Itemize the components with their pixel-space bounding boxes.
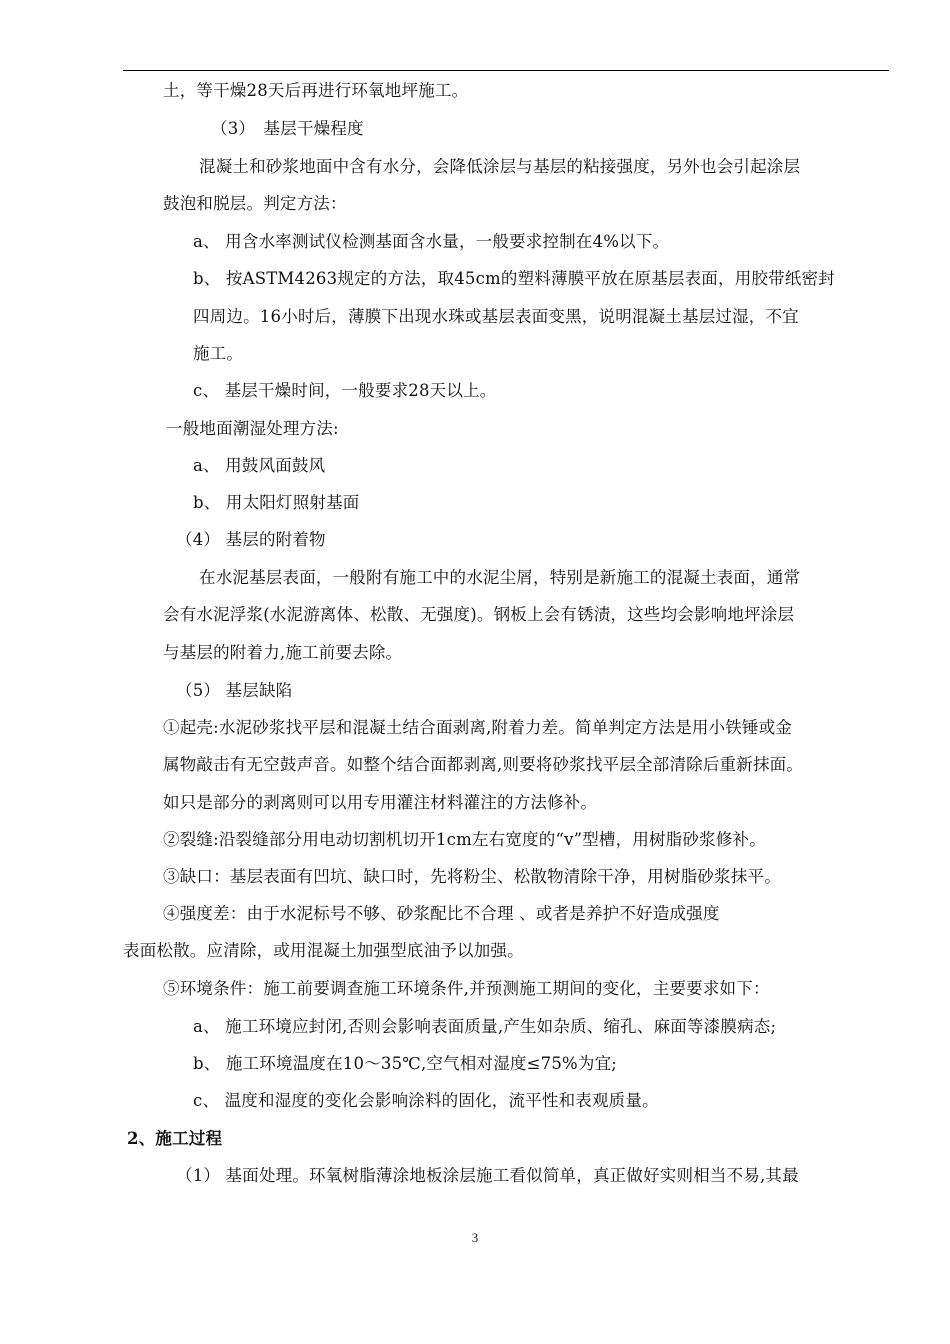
text-line: 施工。 [193,344,244,363]
list-item: a、 施工环境应封闭,否则会影响表面质量,产生如杂质、缩孔、麻面等漆膜病态; [193,1017,777,1036]
text-line: 四周边。16小时后，薄膜下出现水珠或基层表面变黑，说明混凝土基层过湿，不宜 [193,307,799,326]
list-item: c、 温度和湿度的变化会影响涂料的固化，流平性和表观质量。 [193,1091,659,1110]
text-line: （1） 基面处理。环氧树脂薄涂地板涂层施工看似简单，真正做好实则相当不易,其最 [176,1166,799,1185]
text-line: 与基层的附着力,施工前要去除。 [163,643,403,662]
text-line: ②裂缝:沿裂缝部分用电动切割机切开1cm左右宽度的“v”型槽，用树脂砂浆修补。 [163,830,766,849]
text-line: 在水泥基层表面，一般附有施工中的水泥尘屑，特别是新施工的混凝土表面，通常 [199,568,801,587]
text-line: ③缺口：基层表面有凹坑、缺口时，先将粉尘、松散物清除干净，用树脂砂浆抹平。 [163,867,781,886]
text-line: 土，等干燥28天后再进行环氧地坪施工。 [163,81,469,100]
text-line: 属物敲击有无空鼓声音。如整个结合面都剥离,则要将砂浆找平层全部清除后重新抹面。 [163,755,804,774]
text-line: ⑤环境条件：施工前要调查施工环境条件,并预测施工期间的变化，主要要求如下： [163,979,770,998]
text-line: 一般地面潮湿处理方法: [166,419,339,438]
page-number: 3 [471,1230,479,1245]
list-item: b、 用太阳灯照射基面 [193,493,360,512]
header-rule [123,70,889,71]
text-line: ①起壳:水泥砂浆找平层和混凝土结合面剥离,附着力差。简单判定方法是用小铁锤或金 [163,718,793,737]
text-line: ④强度差：由于水泥标号不够、砂浆配比不合理 、或者是养护不好造成强度 [163,904,720,923]
text-line: 如只是部分的剥离则可以用专用灌注材料灌注的方法修补。 [163,793,598,812]
list-item: b、 按ASTM4263规定的方法，取45cm的塑料薄膜平放在原基层表面，用胶带纸密封 [193,269,835,288]
section-heading: （4） 基层的附着物 [176,530,326,549]
list-item: b、 施工环境温度在10～35℃,空气相对湿度≤75%为宜; [193,1054,618,1073]
list-item: c、 基层干燥时间，一般要求28天以上。 [193,381,497,400]
text-line: 会有水泥浮浆(水泥游离体、松散、无强度)。钢板上会有锈渍，这些均会影响地坪涂层 [163,605,795,624]
section-heading: （5） 基层缺陷 [176,681,293,700]
list-item: a、 用鼓风面鼓风 [193,456,326,475]
list-item: a、 用含水率测试仪检测基面含水量，一般要求控制在4%以下。 [193,232,670,251]
text-line: 鼓泡和脱层。判定方法： [163,194,347,213]
section-heading: （3） 基层干燥程度 [211,119,364,138]
text-line: 表面松散。应清除，或用混凝土加强型底油予以加强。 [123,941,524,960]
text-line: 混凝土和砂浆地面中含有水分，会降低涂层与基层的粘接强度，另外也会引起涂层 [199,157,801,176]
main-heading: 2、施工过程 [127,1129,223,1148]
